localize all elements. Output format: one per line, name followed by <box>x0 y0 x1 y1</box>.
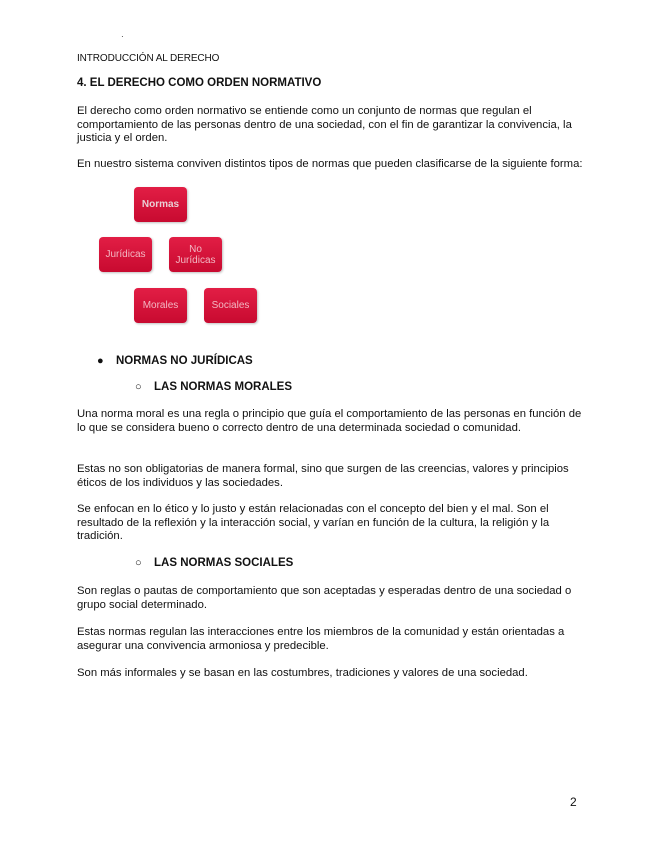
bullet-disc: ● <box>97 355 104 367</box>
diagram-box-normas: Normas <box>134 187 187 222</box>
header-dot: · <box>121 32 124 41</box>
sociales-paragraph-3: Son más informales y se basan en las costumbres, tradiciones y valores de una sociedad. <box>77 667 528 679</box>
bullet-normas-morales: LAS NORMAS MORALES <box>154 381 292 393</box>
diagram-box-juridicas: Jurídicas <box>99 237 152 272</box>
classification-intro: En nuestro sistema conviven distintos tipos de normas que pueden clasificarse de la siguiente forma: <box>77 158 583 170</box>
bullet-circle: ○ <box>135 557 142 569</box>
diagram-box-no-juridicas: No Jurídicas <box>169 237 222 272</box>
sociales-paragraph-2: Estas normas regulan las interacciones entre los miembros de la comunidad y están orientadas a asegurar una convivencia armoniosa y predecible. <box>77 626 565 652</box>
bullet-normas-sociales: LAS NORMAS SOCIALES <box>154 557 294 569</box>
running-header: INTRODUCCIÓN AL DERECHO <box>77 53 220 64</box>
intro-paragraph: El derecho como orden normativo se entiende como un conjunto de normas que regulan el comportamiento de las personas dentro de una sociedad, con el fin de garantizar la convivencia, la justicia y el orden. <box>77 105 572 145</box>
bullet-circle: ○ <box>135 381 142 393</box>
page-number: 2 <box>570 795 577 809</box>
diagram-box-sociales: Sociales <box>204 288 257 323</box>
diagram-box-morales: Morales <box>134 288 187 323</box>
morales-paragraph-1: Una norma moral es una regla o principio que guía el comportamiento de las personas en función de lo que se considera bueno o correcto dentro de una determinada sociedad o comunidad. <box>77 408 582 434</box>
sociales-paragraph-1: Son reglas o pautas de comportamiento que son aceptadas y esperadas dentro de una sociedad o grupo social determinado. <box>77 585 572 611</box>
bullet-normas-no-juridicas: NORMAS NO JURÍDICAS <box>116 355 253 367</box>
morales-paragraph-2: Estas no son obligatorias de manera formal, sino que surgen de las creencias, valores y principios éticos de los individuos y las sociedades. <box>77 463 569 489</box>
section-title: 4. EL DERECHO COMO ORDEN NORMATIVO <box>77 77 322 89</box>
morales-paragraph-3: Se enfocan en lo ético y lo justo y están relacionadas con el concepto del bien y el mal. Son el resultado de la reflexión y la interacción social, y varían en función de la cultura, la religión y la tradición. <box>77 503 550 543</box>
